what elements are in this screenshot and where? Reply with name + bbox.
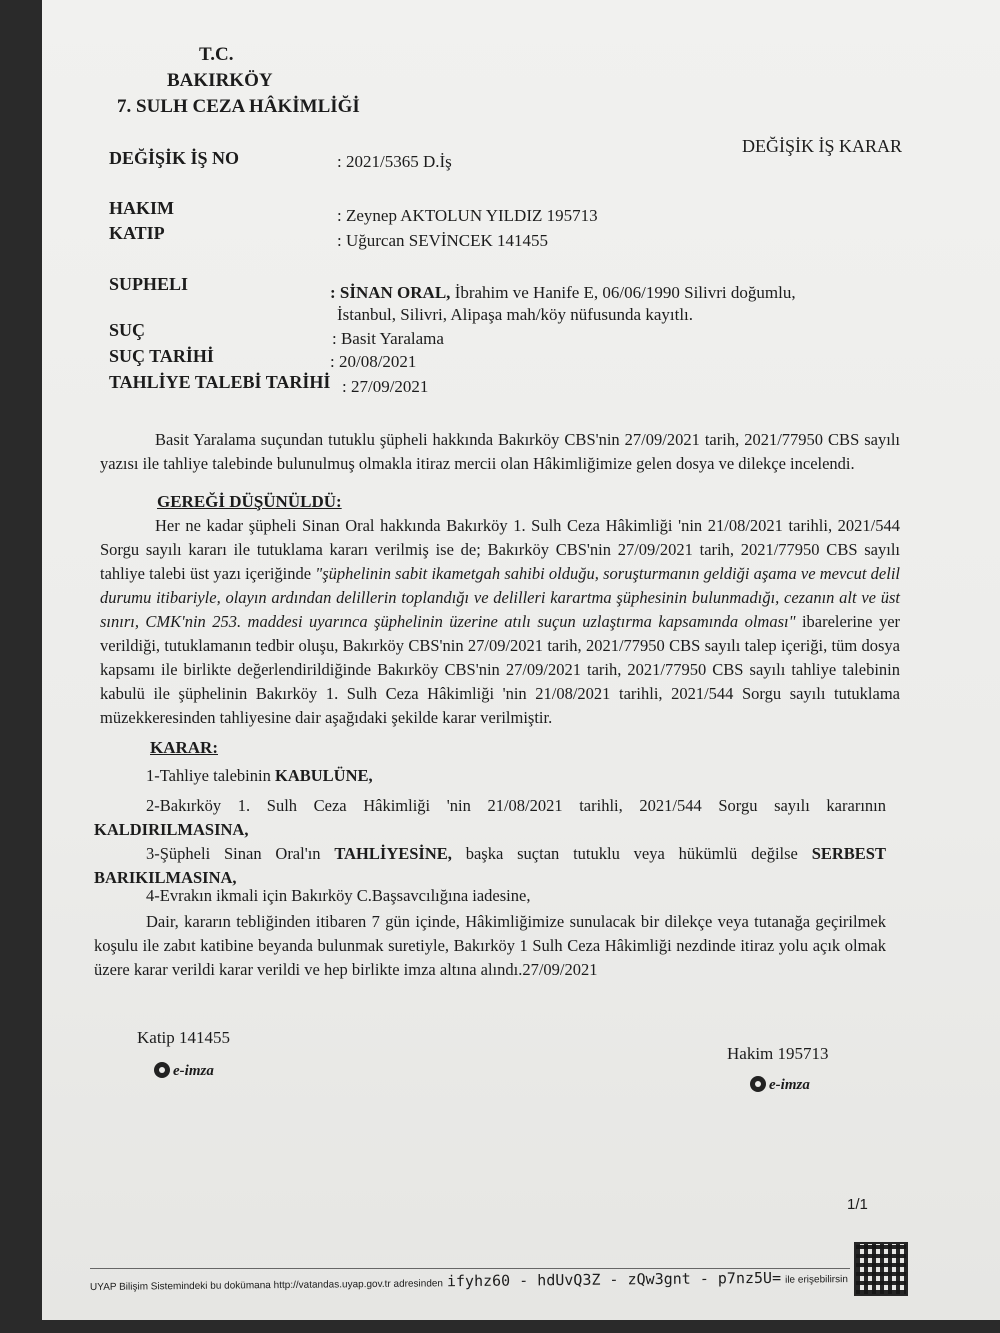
karar-item-1: [94, 764, 886, 788]
karar-heading: KARAR:: [150, 738, 218, 757]
footer-code: ifyhz60 - hdUvQ3Z - zQw3gnt - p7nz5U=: [446, 1268, 782, 1291]
is-no-label: DEĞİŞİK İŞ NO: [109, 148, 240, 168]
document-page: [42, 0, 1000, 1320]
hakim-eimza: [750, 1076, 810, 1094]
karar-item-4: [94, 884, 886, 908]
page-number: 1/1: [847, 1196, 868, 1213]
closing-text: Dair, kararın tebliğinden itibaren 7 gün içinde, Hâkimliğimize sunulacak bir dilekçe veya tutanağa geçirilmek koşulu ile zabıt katibine beyanda bulunmak suretiyle, Bakırköy 1 Sulh Ceza Hâkimliği nezdinde itiraz yolu açık olmak üzere karar verildi karar verildi ve hep birlikte imza altına alındı.27/09/2021: [94, 912, 886, 979]
geregi-heading: GEREĞİ DÜŞÜNÜLDÜ:: [157, 492, 342, 511]
katip-label: KATIP: [109, 223, 165, 243]
karar-item-3: [94, 842, 886, 890]
supheli-label: SUPHELI: [109, 274, 189, 294]
katip-eimza: [154, 1062, 214, 1080]
footer: [90, 1268, 848, 1295]
supheli-line2: İstanbul, Silivri, Alipaşa mah/köy nüfusunda kayıtlı.: [337, 305, 694, 324]
eimza-label: e-imza: [769, 1077, 810, 1093]
seal-icon: [154, 1062, 170, 1078]
footer-suffix: ile erişebilirsin: [785, 1274, 848, 1286]
is-no-value: : 2021/5365 D.İş: [337, 152, 452, 171]
item3-text: 3-Şüpheli Sinan Oral'ın: [146, 844, 335, 863]
karar-item-2: [94, 794, 886, 842]
footer-prefix: UYAP Bilişim Sistemindeki bu dokümana http://vatandas.uyap.gov.tr adresinden: [89, 1278, 444, 1293]
seal-icon: [750, 1076, 766, 1092]
tahliye-label: TAHLİYE TALEBİ TARİHİ: [109, 372, 331, 392]
body-paragraph: [100, 514, 900, 730]
suc-tarihi-label: SUÇ TARİHİ: [109, 346, 214, 366]
intro-text: Basit Yaralama suçundan tutuklu şüpheli hakkında Bakırköy CBS'nin 27/09/2021 tarih, 2021/77950 CBS sayılı yazısı ile tahliye talebinde bulunulmuş olmakla itiraz mercii olan Hâkimliğimize gelen dosya ve dilekçe incelendi.: [100, 430, 900, 473]
suc-tarihi-value: : 20/08/2021: [330, 352, 417, 371]
item3-bold-2: SERBEST BARIKILMASINA,: [94, 844, 886, 887]
item3-bold-1: TAHLİYESİNE,: [334, 844, 452, 863]
header-city: BAKIRKÖY: [167, 70, 273, 91]
body-text-1: Her ne kadar şüpheli Sinan Oral hakkında Bakırköy 1. Sulh Ceza Hâkimliği 'nin 21/08/2021 tarihli, 2021/544 Sorgu sayılı kararı ile tutuklama kararı verilmiş ise de; Bakırköy CBS'nin 27/09/2021 tarih, 2021/77950 CBS sayılı tahliye talebi üst yazı içeriğinde: [100, 516, 900, 583]
body-quote: "şüphelinin sabit ikametgah sahibi olduğu, soruşturmanın geldiği aşama ve mevcut delil durumu itibariyle, olayın ardından delillerin toplandığı ve delilleri karartma şüphesinin bulunmadığı, cezanın alt ve üst sınırı, CMK'nin 253. maddesi uyarınca şüphelinin üzerine atılı suçun uzlaştırma kapsamında olması": [100, 564, 900, 631]
suc-value: : Basit Yaralama: [332, 329, 444, 348]
suc-label: SUÇ: [109, 320, 146, 340]
item2-text: 2-Bakırköy 1. Sulh Ceza Hâkimliği 'nin 21/08/2021 tarihli, 2021/544 Sorgu sayılı kararının: [146, 796, 886, 815]
intro-paragraph: [100, 428, 900, 476]
doc-type: DEĞİŞİK İŞ KARAR: [742, 136, 903, 156]
supheli-details: İbrahim ve Hanife E, 06/06/1990 Silivri doğumlu,: [450, 283, 796, 302]
supheli-name: : SİNAN ORAL,: [330, 283, 451, 302]
hakim-label: HAKIM: [109, 198, 174, 218]
header-court: 7. SULH CEZA HÂKİMLİĞİ: [117, 96, 360, 117]
item4-text: 4-Evrakın ikmali için Bakırköy C.Başsavcılığına iadesine,: [146, 886, 531, 905]
item1-bold: KABULÜNE,: [274, 766, 373, 785]
katip-value: : Uğurcan SEVİNCEK 141455: [337, 231, 549, 250]
body-text-2: ibarelerine yer verildiği, tutuklamanın tedbir oluşu, Bakırköy CBS'nin 27/09/2021 tarih, 2021/77950 CBS sayılı talep içeriği, tüm dosya kapsamı ile birlikte değerlendirildiğinde Bakırköy CBS'nin 27/09/2021 tarih, 2021/77950 CBS sayılı tahliye talebinin kabulü ile şüphelinin Bakırköy 1. Sulh Ceza Hâkimliği 'nin 21/08/2021 tarihli, 2021/544 Sorgu sayılı tutuklama müzekkeresinden tahliyesine dair aşağıdaki şekilde karar verilmiştir.: [100, 612, 901, 727]
eimza-label: e-imza: [173, 1063, 214, 1079]
item2-bold: KALDIRILMASINA,: [94, 820, 249, 839]
tahliye-value: : 27/09/2021: [342, 377, 429, 396]
hakim-signature: Hakim 195713: [727, 1044, 829, 1063]
katip-signature: Katip 141455: [137, 1028, 231, 1047]
closing-paragraph: [94, 910, 886, 982]
qr-code: [854, 1242, 908, 1296]
hakim-value: : Zeynep AKTOLUN YILDIZ 195713: [337, 206, 598, 225]
header-tc: T.C.: [199, 44, 234, 65]
item3-mid: başka suçtan tutuklu veya hükümlü değilse: [451, 844, 812, 863]
item1-text: 1-Tahliye talebinin: [146, 766, 275, 785]
supheli-line1: [330, 283, 796, 303]
